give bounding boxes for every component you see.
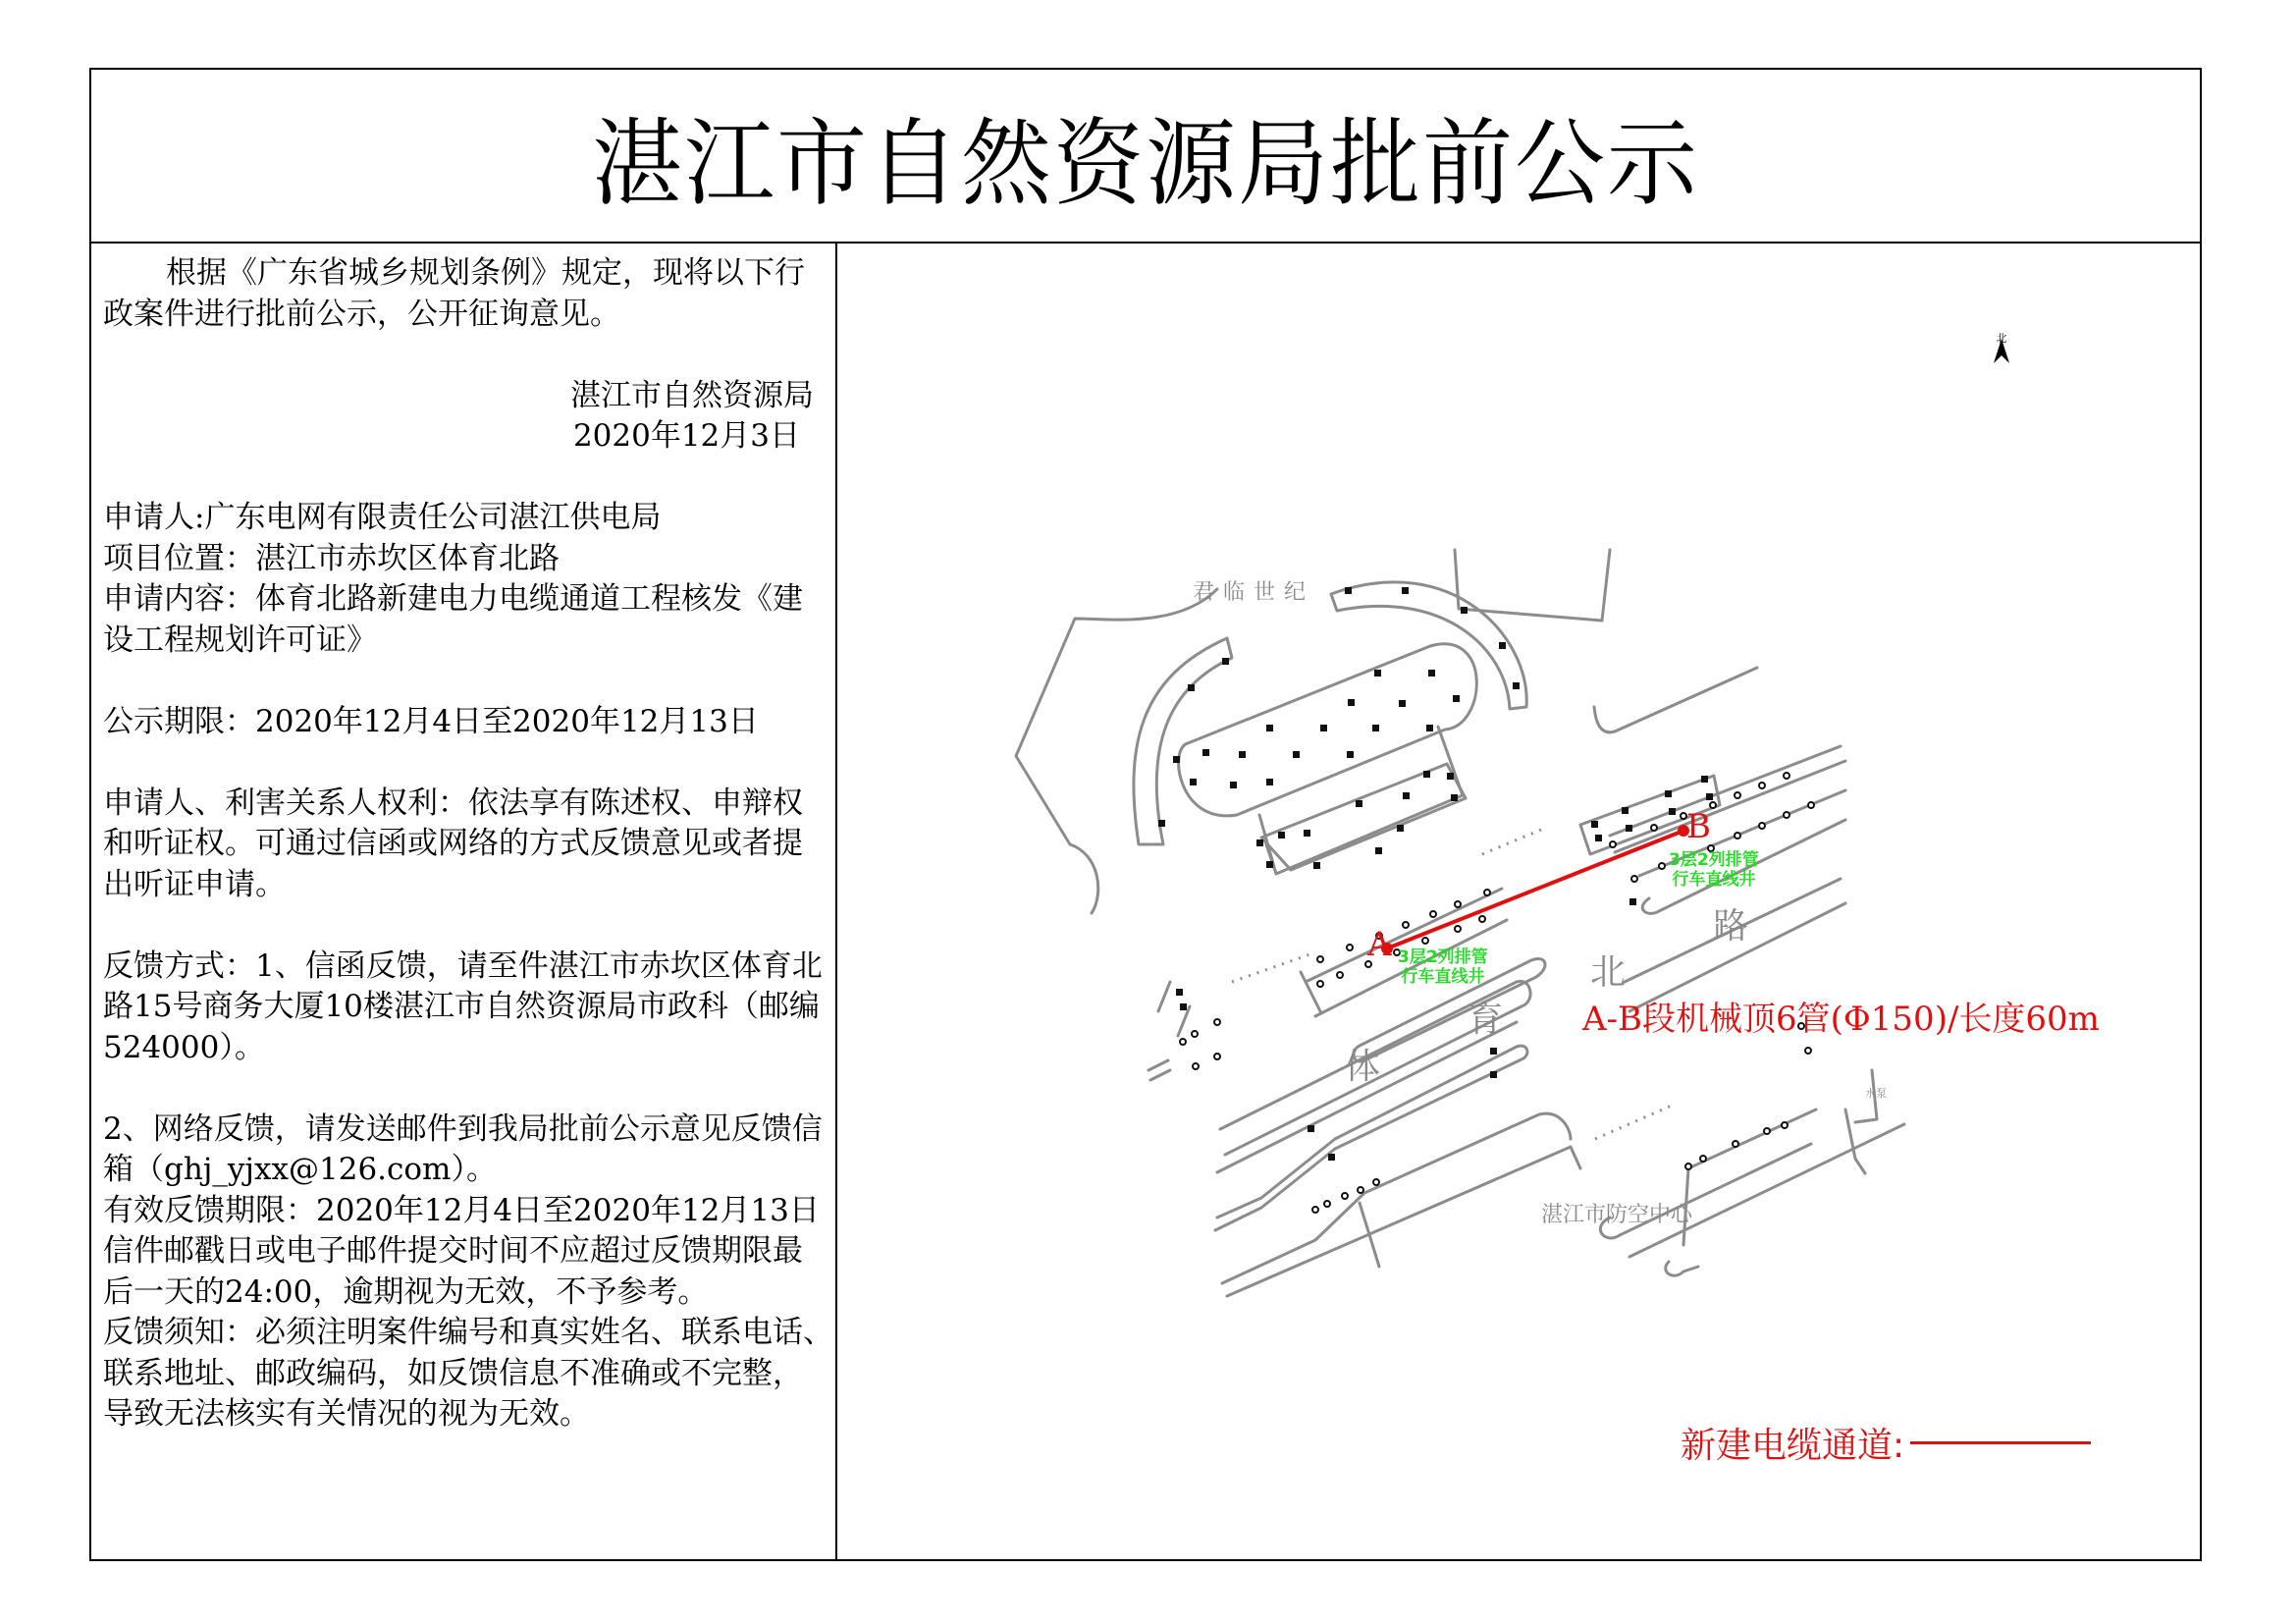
intro-text: 根据《广东省城乡规划条例》规定，现将以下行 xyxy=(166,255,805,291)
issuer: 湛江市自然资源局 xyxy=(570,377,814,413)
point-b-label: B xyxy=(1686,807,1711,846)
north-indicator xyxy=(1990,327,2013,346)
deadline-text-cont: 后一天的24:00，逾期视为无效，不予参考。 xyxy=(103,1273,709,1310)
legend-label: 新建电缆通道: xyxy=(1681,1426,1905,1466)
feedback-mail: 反馈方式：1、信函反馈，请至件湛江市赤坎区体育北 xyxy=(103,947,823,984)
project-location: 项目位置：湛江市赤坎区体育北路 xyxy=(103,540,560,576)
place-label-fangkong: 湛江市防空中心 xyxy=(1541,1203,1693,1227)
feedback-notes-cont: 联系地址、邮政编码，如反馈信息不准确或不完整， xyxy=(103,1355,803,1391)
place-label-junlin: 君临世纪 xyxy=(1193,580,1315,605)
rights-text-cont2: 出听证申请。 xyxy=(103,866,286,902)
feedback-notes: 反馈须知：必须注明案件编号和真实姓名、联系电话、 xyxy=(103,1315,833,1350)
cable-segment-ab xyxy=(1387,831,1683,948)
page-title: 湛江市自然资源局批前公示 xyxy=(591,108,1699,219)
point-a-label: A xyxy=(1367,925,1392,964)
well-label-b: 3层2列排管 行车直线井 xyxy=(1669,850,1759,890)
intro-text-cont: 政案件进行批前公示，公开征询意见。 xyxy=(103,296,620,332)
feedback-notes-cont2: 导致无法核实有关情况的视为无效。 xyxy=(103,1396,590,1432)
rights-text-cont: 和听证权。可通过信函或网络的方式反馈意见或者提 xyxy=(103,826,803,861)
north-label: 北 xyxy=(1996,332,2007,345)
application-content-cont: 设工程规划许可证》 xyxy=(103,622,377,658)
feedback-mail-cont2: 524000）。 xyxy=(103,1029,265,1065)
road-char-2: 育 xyxy=(1468,1000,1504,1040)
applicant: 申请人:广东电网有限责任公司湛江供电局 xyxy=(103,500,662,535)
application-content: 申请内容：体育北路新建电力电缆通道工程核发《建 xyxy=(103,581,803,617)
pump-label: 水泵 xyxy=(1865,1087,1887,1100)
feedback-email[interactable]: 箱（ghj_yjxx@126.com）。 xyxy=(103,1152,497,1187)
segment-ab-label: A-B段机械顶6管(Φ150)/长度60m xyxy=(1582,1000,2100,1039)
legend-red-line xyxy=(1910,1441,2091,1444)
issue-date: 2020年12月3日 xyxy=(572,418,800,454)
feedback-online: 2、网络反馈，请发送邮件到我局批前公示意见反馈信 xyxy=(103,1110,823,1147)
deadline-text: 信件邮戳日或电子邮件提交时间不应超过反馈期限最 xyxy=(103,1233,803,1269)
valid-feedback-period: 有效反馈期限：2020年12月4日至2020年12月13日 xyxy=(103,1192,820,1228)
publicity-period: 公示期限：2020年12月4日至2020年12月13日 xyxy=(103,703,759,739)
rights-text: 申请人、利害关系人权利：依法享有陈述权、申辩权 xyxy=(103,785,803,821)
road-char-3: 北 xyxy=(1590,952,1627,993)
feedback-mail-cont: 路15号商务大厦10楼湛江市自然资源局市政科（邮编 xyxy=(103,989,820,1024)
road-char-4: 路 xyxy=(1713,906,1749,947)
well-label-a: 3层2列排管 行车直线井 xyxy=(1398,947,1488,987)
legend xyxy=(1681,1418,2091,1468)
road-char-1: 体 xyxy=(1345,1047,1381,1087)
